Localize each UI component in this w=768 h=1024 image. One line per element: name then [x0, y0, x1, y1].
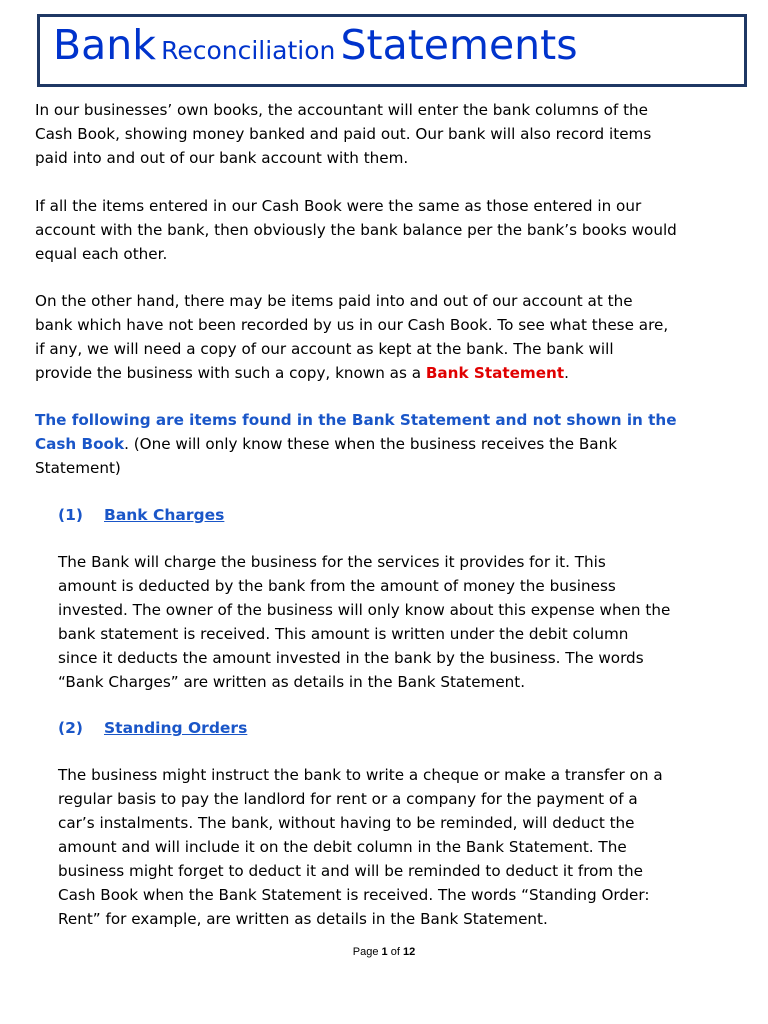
page-title — [53, 21, 578, 69]
text-line: amount is deducted by the bank from the amount of money the business — [58, 577, 616, 595]
intro-paragraph-1 — [35, 98, 651, 170]
text-line: if any, we will need a copy of our account as kept at the bank. The bank will — [35, 340, 614, 358]
bank-statement-highlight: Bank Statement — [425, 364, 565, 382]
text-line: On the other hand, there may be items paid into and out of our account at the — [35, 292, 633, 310]
of-label: of — [390, 946, 400, 958]
text-line: bank statement is received. This amount is written under the debit column — [58, 625, 629, 643]
page-footer — [0, 946, 768, 958]
text-line: The business might instruct the bank to write a cheque or make a transfer on a — [58, 766, 663, 784]
text-line: If all the items entered in our Cash Book were the same as those entered in our — [35, 197, 642, 215]
page-number: 1 — [381, 946, 388, 958]
text-line: paid into and out of our bank account with them. — [35, 149, 409, 167]
text-line: regular basis to pay the landlord for rent or a company for the payment of a — [58, 790, 638, 808]
section-title: Standing Orders — [104, 719, 248, 737]
section-1-heading — [58, 503, 224, 527]
text-line: “Bank Charges” are written as details in the Bank Statement. — [58, 673, 526, 691]
text-line: amount and will include it on the debit column in the Bank Statement. The — [58, 838, 627, 856]
text-line — [35, 361, 668, 385]
text-line: Statement) — [35, 459, 121, 477]
text-fragment: . (One will only know these when the business receives the Bank — [124, 435, 618, 453]
section-2-heading — [58, 716, 247, 740]
text-line — [35, 432, 677, 456]
emphasis-line: The following are items found in the Bank Statement and not shown in the — [35, 411, 677, 429]
text-line: account with the bank, then obviously the bank balance per the bank’s books would — [35, 221, 677, 239]
text-line: since it deducts the amount invested in the bank by the business. The words — [58, 649, 644, 667]
text-line: business might forget to deduct it and will be reminded to deduct it from the — [58, 862, 643, 880]
section-number: (1) — [58, 506, 83, 524]
section-2-body — [58, 763, 663, 931]
text-line: The Bank will charge the business for the services it provides for it. This — [58, 553, 606, 571]
text-line: Cash Book when the Bank Statement is received. The words “Standing Order: — [58, 886, 650, 904]
text-line: car’s instalments. The bank, without having to be reminded, will deduct the — [58, 814, 635, 832]
text-line: invested. The owner of the business will only know about this expense when the — [58, 601, 671, 619]
text-fragment: . — [564, 364, 569, 382]
page-total: 12 — [402, 946, 416, 958]
intro-paragraph-3 — [35, 289, 668, 385]
title-word-bank: Bank — [53, 21, 156, 69]
title-box — [37, 14, 747, 87]
text-line: In our businesses’ own books, the accountant will enter the bank columns of the — [35, 101, 648, 119]
page-label: Page — [352, 946, 379, 958]
text-line: equal each other. — [35, 245, 168, 263]
text-line: bank which have not been recorded by us in our Cash Book. To see what these are, — [35, 316, 669, 334]
cash-book-emphasis: Cash Book — [35, 435, 125, 453]
section-title: Bank Charges — [104, 506, 225, 524]
text-line: Cash Book, showing money banked and paid out. Our bank will also record items — [35, 125, 652, 143]
section-number: (2) — [58, 719, 83, 737]
text-line: Rent” for example, are written as details in the Bank Statement. — [58, 910, 548, 928]
intro-paragraph-4 — [35, 408, 677, 480]
text-fragment: provide the business with such a copy, known as a — [35, 364, 426, 382]
title-word-statements: Statements — [340, 21, 578, 69]
section-1-body — [58, 550, 670, 694]
intro-paragraph-2 — [35, 194, 677, 266]
title-word-reconciliation: Reconciliation — [161, 36, 336, 65]
